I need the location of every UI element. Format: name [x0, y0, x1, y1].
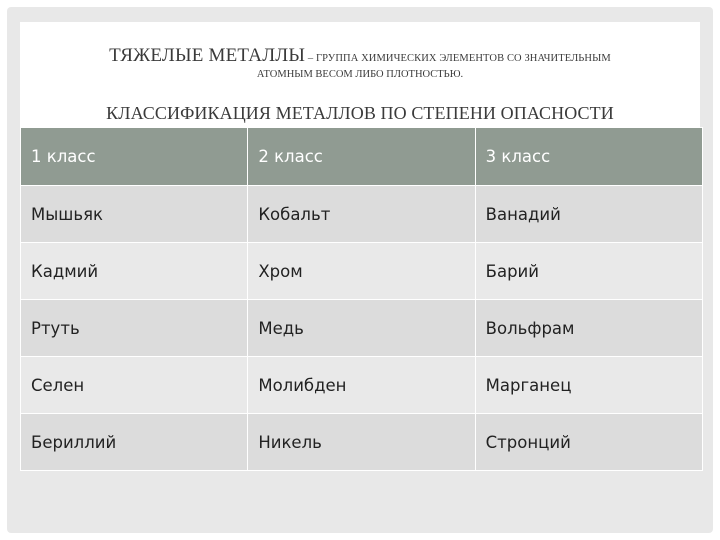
title-definition-continued: АТОМНЫМ ВЕСОМ ЛИБО ПЛОТНОСТЬЮ. — [256, 69, 464, 80]
title-definition: – ГРУППА ХИМИЧЕСКИХ ЭЛЕМЕНТОВ СО ЗНАЧИТЕЛЬНЫМ — [305, 53, 611, 64]
header-class-1: 1 класс — [21, 128, 248, 186]
table-row — [21, 300, 703, 357]
table-cell: Медь — [248, 300, 475, 357]
table-row — [21, 243, 703, 300]
classification-heading: КЛАССИФИКАЦИЯ МЕТАЛЛОВ ПО СТЕПЕНИ ОПАСНОСТИ — [106, 103, 614, 123]
title-panel — [20, 22, 700, 128]
table-cell: Кадмий — [21, 243, 248, 300]
header-class-3: 3 класс — [475, 128, 702, 186]
table-cell: Стронций — [475, 414, 702, 471]
table-cell: Марганец — [475, 357, 702, 414]
table-cell: Барий — [475, 243, 702, 300]
table-cell: Ванадий — [475, 186, 702, 243]
table-cell: Бериллий — [21, 414, 248, 471]
table-cell: Никель — [248, 414, 475, 471]
table-row — [21, 414, 703, 471]
table-cell: Мышьяк — [21, 186, 248, 243]
table-cell: Кобальт — [248, 186, 475, 243]
table-row — [21, 357, 703, 414]
table-header-row — [21, 128, 703, 186]
table-cell: Молибден — [248, 357, 475, 414]
table-cell: Хром — [248, 243, 475, 300]
table-row — [21, 186, 703, 243]
table-cell: Вольфрам — [475, 300, 702, 357]
header-class-2: 2 класс — [248, 128, 475, 186]
table-cell: Селен — [21, 357, 248, 414]
title-line — [20, 46, 700, 69]
table-cell: Ртуть — [21, 300, 248, 357]
title-main: ТЯЖЕЛЫЕ МЕТАЛЛЫ — [109, 45, 306, 66]
metals-classification-table — [20, 127, 703, 471]
